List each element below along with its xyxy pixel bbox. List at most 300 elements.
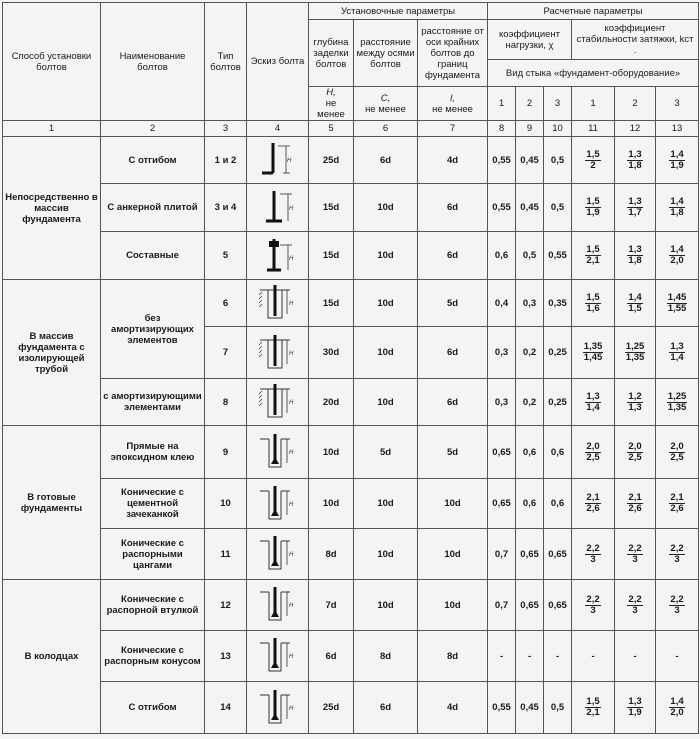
table-row xyxy=(3,580,699,631)
header-load-coef: коэффициент нагрузки, χ xyxy=(488,20,572,60)
stability-fraction xyxy=(585,493,600,514)
load-coef-1: 0,65 xyxy=(488,426,516,479)
stability-fraction xyxy=(585,150,600,171)
stab-coef-2 xyxy=(615,580,656,631)
stab-coef-2 xyxy=(615,232,656,280)
bolt-name: Конические с цементной зачеканкой xyxy=(101,479,205,529)
C-symbol: C, xyxy=(380,92,391,104)
fraction-numerator: 2,1 xyxy=(628,492,642,503)
bolt-parameters-table xyxy=(2,2,699,734)
stability-fraction xyxy=(627,595,642,616)
bolt-sketch-icon xyxy=(256,637,300,675)
stab-coef-1 xyxy=(572,232,615,280)
fraction-numerator: 1,4 xyxy=(628,291,642,303)
stability-fraction xyxy=(627,150,642,171)
fraction-denominator: 1,9 xyxy=(670,159,684,171)
load-coef-3: 0,5 xyxy=(544,184,572,232)
bolt-type: 8 xyxy=(205,379,247,426)
param-l: 5d xyxy=(418,280,488,327)
svg-text:H: H xyxy=(288,552,293,558)
bolt-sketch-icon xyxy=(256,284,300,322)
bolt-type: 12 xyxy=(205,580,247,631)
load-coef-3: 0,25 xyxy=(544,327,572,379)
stability-fraction xyxy=(669,697,684,718)
param-l: 6d xyxy=(418,379,488,426)
bolt-type: 14 xyxy=(205,682,247,734)
fraction-denominator: 2,5 xyxy=(670,451,684,463)
load-coef-3: - xyxy=(544,631,572,682)
stability-fraction xyxy=(585,595,600,616)
header-C xyxy=(354,87,418,121)
load-coef-1: 0,6 xyxy=(488,232,516,280)
param-C: 6d xyxy=(354,137,418,184)
stab-coef-1 xyxy=(572,529,615,580)
fraction-numerator: 2,2 xyxy=(586,542,600,554)
stab-coef-2 xyxy=(615,529,656,580)
stab-coef-2 xyxy=(615,137,656,184)
stab-coef-1 xyxy=(572,280,615,327)
stab-coef-1 xyxy=(572,137,615,184)
bolt-name: С отгибом xyxy=(101,682,205,734)
stability-fraction xyxy=(669,342,684,363)
param-H: 8d xyxy=(309,529,354,580)
stability-fraction xyxy=(585,544,600,565)
stability-fraction xyxy=(627,544,642,565)
fraction-numerator: 2,2 xyxy=(670,542,684,554)
param-l: 10d xyxy=(418,479,488,529)
stab-coef-3 xyxy=(656,137,699,184)
bolt-name: Составные xyxy=(101,232,205,280)
svg-text:H: H xyxy=(288,350,293,357)
fraction-numerator: 1,5 xyxy=(586,696,600,707)
fraction-denominator: 2 xyxy=(590,159,596,171)
bolt-sketch xyxy=(247,529,309,580)
fraction-denominator: 1,9 xyxy=(586,207,600,218)
header-spacing: расстояние между осями болтов xyxy=(354,20,418,87)
table-row xyxy=(3,379,699,426)
param-H: 6d xyxy=(309,631,354,682)
svg-text:H: H xyxy=(288,400,293,406)
fraction-numerator: 1,3 xyxy=(586,390,600,402)
column-number: 7 xyxy=(418,121,488,137)
stability-fraction xyxy=(585,197,600,218)
bolt-name: без амортизирующих элементов xyxy=(101,280,205,379)
param-C: 10d xyxy=(354,280,418,327)
stability-fraction xyxy=(627,245,642,266)
load-coef-3: 0,55 xyxy=(544,232,572,280)
load-coef-2: 0,6 xyxy=(516,426,544,479)
load-coef-1: 0,55 xyxy=(488,682,516,734)
header-stab-coef: коэффициент стабильности затяжки, kст . xyxy=(572,20,699,60)
load-coef-3: 0,5 xyxy=(544,137,572,184)
stab-coef-1 xyxy=(572,184,615,232)
sub-2: 2 xyxy=(516,87,544,121)
sub2-3: 3 xyxy=(656,87,699,121)
bolt-type: 13 xyxy=(205,631,247,682)
fraction-denominator: 1,5 xyxy=(628,302,642,314)
stab-coef-3 xyxy=(656,280,699,327)
param-l: 4d xyxy=(418,137,488,184)
param-l: 10d xyxy=(418,580,488,631)
param-H: 25d xyxy=(309,682,354,734)
fraction-denominator: 1,8 xyxy=(670,207,684,218)
param-C: 10d xyxy=(354,379,418,426)
fraction-numerator: 1,5 xyxy=(586,196,600,207)
bolt-type: 1 и 2 xyxy=(205,137,247,184)
fraction-numerator: 1,4 xyxy=(670,696,684,707)
fraction-numerator: 1,5 xyxy=(586,148,600,160)
param-l: 10d xyxy=(418,529,488,580)
load-coef-2: 0,45 xyxy=(516,137,544,184)
param-H: 10d xyxy=(309,426,354,479)
bolt-type: 9 xyxy=(205,426,247,479)
fraction-numerator: 2,0 xyxy=(670,440,684,452)
stab-coef-3 xyxy=(656,232,699,280)
min-note-l: не менее xyxy=(432,103,473,115)
load-coef-2: 0,5 xyxy=(516,232,544,280)
min-note-C: не менее xyxy=(365,103,406,115)
table-row xyxy=(3,682,699,734)
load-coef-2: 0,2 xyxy=(516,379,544,426)
stab-coef-2 xyxy=(615,479,656,529)
table-row xyxy=(3,529,699,580)
stability-fraction xyxy=(585,697,600,718)
bolt-type: 11 xyxy=(205,529,247,580)
stability-fraction xyxy=(585,442,600,463)
param-l: 5d xyxy=(418,426,488,479)
header-install-group: Установочные параметры xyxy=(309,3,488,20)
bolt-sketch xyxy=(247,682,309,734)
fraction-denominator: 1,3 xyxy=(628,401,642,413)
stability-fraction xyxy=(585,392,600,413)
load-coef-3: 0,6 xyxy=(544,479,572,529)
fraction-numerator: 2,0 xyxy=(628,440,642,452)
bolt-sketch-icon xyxy=(256,383,300,421)
method-cell: В колодцах xyxy=(3,580,101,734)
sub2-1: 1 xyxy=(572,87,615,121)
fraction-numerator: 1,4 xyxy=(670,196,684,207)
fraction-numerator: 1,3 xyxy=(628,148,642,160)
param-H: 15d xyxy=(309,232,354,280)
fraction-numerator: 1,25 xyxy=(625,341,645,352)
svg-text:H: H xyxy=(288,654,293,660)
load-coef-3: 0,65 xyxy=(544,529,572,580)
stability-fraction xyxy=(627,442,642,463)
load-coef-2: - xyxy=(516,631,544,682)
param-H: 20d xyxy=(309,379,354,426)
fraction-numerator: 1,35 xyxy=(583,341,603,352)
svg-text:H: H xyxy=(288,501,293,508)
fraction-denominator: 1,8 xyxy=(628,159,642,171)
table-row xyxy=(3,137,699,184)
fraction-numerator: 2,1 xyxy=(670,492,684,503)
header-edge: расстояние от оси крайних болтов до границ фундамента xyxy=(418,20,488,87)
column-number: 13 xyxy=(656,121,699,137)
load-coef-1: 0,7 xyxy=(488,580,516,631)
fraction-denominator: 3 xyxy=(674,604,680,616)
param-C: 10d xyxy=(354,327,418,379)
fraction-denominator: 3 xyxy=(590,604,596,616)
fraction-denominator: 3 xyxy=(590,553,596,565)
load-coef-1: 0,55 xyxy=(488,184,516,232)
table-row xyxy=(3,631,699,682)
stability-fraction xyxy=(669,197,684,218)
stability-fraction xyxy=(669,493,684,514)
fraction-denominator: 1,8 xyxy=(628,255,642,266)
param-C: 10d xyxy=(354,184,418,232)
param-C: 5d xyxy=(354,426,418,479)
table-row xyxy=(3,426,699,479)
fraction-denominator: 3 xyxy=(632,553,638,565)
fraction-denominator: 1,45 xyxy=(583,352,603,363)
param-C: 10d xyxy=(354,232,418,280)
bolt-type: 5 xyxy=(205,232,247,280)
bolt-sketch xyxy=(247,280,309,327)
column-number: 1 xyxy=(3,121,101,137)
fraction-denominator: 1,4 xyxy=(586,401,600,413)
param-l: 6d xyxy=(418,232,488,280)
load-coef-1: 0,3 xyxy=(488,379,516,426)
load-coef-1: 0,7 xyxy=(488,529,516,580)
bolt-sketch-icon xyxy=(256,141,300,179)
param-C: 8d xyxy=(354,631,418,682)
bolt-sketch xyxy=(247,137,309,184)
bolt-sketch xyxy=(247,184,309,232)
stability-fraction xyxy=(627,493,642,514)
column-number: 8 xyxy=(488,121,516,137)
header-method: Способ установки болтов xyxy=(3,3,101,121)
stability-fraction xyxy=(625,342,646,363)
fraction-denominator: 1,55 xyxy=(667,302,687,314)
param-H: 10d xyxy=(309,479,354,529)
fraction-denominator: 1,35 xyxy=(667,401,687,413)
stab-coef-3 xyxy=(656,426,699,479)
fraction-numerator: 1,3 xyxy=(628,244,642,255)
svg-text:H: H xyxy=(288,450,293,456)
stability-fraction xyxy=(627,392,642,413)
fraction-numerator: 1,3 xyxy=(628,196,642,207)
fraction-denominator: 2,5 xyxy=(586,451,600,463)
fraction-numerator: 2,2 xyxy=(586,593,600,605)
stab-coef-3 xyxy=(656,327,699,379)
load-coef-1: 0,4 xyxy=(488,280,516,327)
fraction-denominator: 2,6 xyxy=(586,503,600,514)
stability-fraction xyxy=(627,293,642,314)
stab-coef-1: - xyxy=(572,631,615,682)
fraction-numerator: 2,1 xyxy=(586,492,600,503)
column-number: 5 xyxy=(309,121,354,137)
bolt-sketch-icon xyxy=(256,237,300,275)
column-number: 9 xyxy=(516,121,544,137)
column-number: 3 xyxy=(205,121,247,137)
fraction-denominator: 2,5 xyxy=(628,451,642,463)
load-coef-1: 0,55 xyxy=(488,137,516,184)
fraction-numerator: 1,45 xyxy=(667,291,687,303)
load-coef-2: 0,45 xyxy=(516,682,544,734)
svg-text:H: H xyxy=(288,255,293,262)
stab-coef-1 xyxy=(572,327,615,379)
stab-coef-1 xyxy=(572,426,615,479)
param-l: 6d xyxy=(418,184,488,232)
bolt-sketch-icon xyxy=(256,535,300,573)
fraction-denominator: 1,4 xyxy=(670,352,684,363)
load-coef-1: 0,65 xyxy=(488,479,516,529)
load-coef-3: 0,25 xyxy=(544,379,572,426)
load-coef-1: 0,3 xyxy=(488,327,516,379)
bolt-type: 7 xyxy=(205,327,247,379)
column-number: 2 xyxy=(101,121,205,137)
method-cell: Непосредственно в массив фундамента xyxy=(3,137,101,280)
header-joint-type: Вид стыка «фундамент-оборудование» xyxy=(488,60,699,87)
stab-coef-2 xyxy=(615,184,656,232)
stab-coef-2 xyxy=(615,327,656,379)
param-C: 6d xyxy=(354,682,418,734)
fraction-numerator: 1,25 xyxy=(667,390,687,402)
bolt-type: 3 и 4 xyxy=(205,184,247,232)
table-row xyxy=(3,280,699,327)
load-coef-2: 0,3 xyxy=(516,280,544,327)
param-H: 30d xyxy=(309,327,354,379)
stability-fraction xyxy=(669,544,684,565)
column-number: 6 xyxy=(354,121,418,137)
fraction-numerator: 2,2 xyxy=(670,593,684,605)
fraction-numerator: 1,3 xyxy=(628,696,642,707)
svg-text:H: H xyxy=(288,205,293,212)
param-l: 8d xyxy=(418,631,488,682)
fraction-numerator: 1,2 xyxy=(628,390,642,402)
header-name: Наименование болтов xyxy=(101,3,205,121)
header-type: Тип болтов xyxy=(205,3,247,121)
stab-coef-1 xyxy=(572,682,615,734)
bolt-name: Конические с распорной втулкой xyxy=(101,580,205,631)
param-C: 10d xyxy=(354,529,418,580)
stability-fraction xyxy=(585,293,600,314)
H-symbol: H, xyxy=(326,87,336,98)
stab-coef-3 xyxy=(656,479,699,529)
stab-coef-3 xyxy=(656,682,699,734)
param-C: 10d xyxy=(354,580,418,631)
bolt-sketch xyxy=(247,479,309,529)
header-l xyxy=(418,87,488,121)
stab-coef-1 xyxy=(572,580,615,631)
sub2-2: 2 xyxy=(615,87,656,121)
stab-coef-1 xyxy=(572,479,615,529)
bolt-sketch xyxy=(247,327,309,379)
bolt-sketch-icon xyxy=(256,586,300,624)
bolt-sketch xyxy=(247,232,309,280)
fraction-denominator: 2,1 xyxy=(586,707,600,718)
fraction-denominator: 3 xyxy=(674,553,680,565)
param-H: 7d xyxy=(309,580,354,631)
header-depth: глубина заделки болтов xyxy=(309,20,354,87)
bolt-sketch xyxy=(247,580,309,631)
fraction-denominator: 1,35 xyxy=(625,352,645,363)
svg-text:H: H xyxy=(288,301,293,307)
stability-fraction xyxy=(583,342,604,363)
fraction-numerator: 1,5 xyxy=(586,244,600,255)
stability-fraction xyxy=(667,392,688,413)
table-row xyxy=(3,184,699,232)
load-coef-3: 0,5 xyxy=(544,682,572,734)
stability-fraction xyxy=(627,697,642,718)
header-H xyxy=(309,87,354,121)
svg-text:H: H xyxy=(288,705,293,712)
param-l: 6d xyxy=(418,327,488,379)
load-coef-2: 0,65 xyxy=(516,580,544,631)
bolt-name: Конические с распорным конусом xyxy=(101,631,205,682)
fraction-denominator: 2,0 xyxy=(670,255,684,266)
column-number-row xyxy=(3,121,699,137)
param-C: 10d xyxy=(354,479,418,529)
table-row xyxy=(3,479,699,529)
bolt-sketch xyxy=(247,631,309,682)
stability-fraction xyxy=(669,595,684,616)
load-coef-2: 0,2 xyxy=(516,327,544,379)
bolt-type: 10 xyxy=(205,479,247,529)
column-number: 11 xyxy=(572,121,615,137)
fraction-denominator: 1,7 xyxy=(628,207,642,218)
load-coef-2: 0,6 xyxy=(516,479,544,529)
bolt-sketch xyxy=(247,379,309,426)
svg-text:H: H xyxy=(288,603,293,609)
min-note-H: не менее xyxy=(317,98,345,120)
header-calc-group: Расчетные параметры xyxy=(488,3,699,20)
column-number: 10 xyxy=(544,121,572,137)
method-cell: В готовые фундаменты xyxy=(3,426,101,580)
load-coef-2: 0,65 xyxy=(516,529,544,580)
stab-coef-3 xyxy=(656,580,699,631)
stability-fraction xyxy=(669,150,684,171)
load-coef-3: 0,35 xyxy=(544,280,572,327)
fraction-denominator: 2,0 xyxy=(670,707,684,718)
stab-coef-2 xyxy=(615,426,656,479)
fraction-denominator: 1,6 xyxy=(586,302,600,314)
fraction-denominator: 1,9 xyxy=(628,707,642,718)
sub-1: 1 xyxy=(488,87,516,121)
header-sketch: Эскиз болта xyxy=(247,3,309,121)
stability-fraction xyxy=(669,442,684,463)
fraction-denominator: 2,6 xyxy=(670,503,684,514)
bolt-type: 6 xyxy=(205,280,247,327)
stability-fraction xyxy=(627,197,642,218)
svg-text:H: H xyxy=(286,158,291,164)
fraction-denominator: 2,1 xyxy=(586,255,600,266)
stab-coef-2: - xyxy=(615,631,656,682)
bolt-name: с амортизирующими элементами xyxy=(101,379,205,426)
param-H: 25d xyxy=(309,137,354,184)
stab-coef-3 xyxy=(656,529,699,580)
load-coef-1: - xyxy=(488,631,516,682)
bolt-sketch-icon xyxy=(256,485,300,523)
stab-coef-2 xyxy=(615,280,656,327)
load-coef-3: 0,6 xyxy=(544,426,572,479)
bolt-name: С отгибом xyxy=(101,137,205,184)
fraction-denominator: 2,6 xyxy=(628,503,642,514)
fraction-numerator: 2,2 xyxy=(628,542,642,554)
load-coef-2: 0,45 xyxy=(516,184,544,232)
bolt-sketch-icon xyxy=(256,433,300,471)
stability-fraction xyxy=(585,245,600,266)
stability-fraction xyxy=(669,245,684,266)
fraction-numerator: 1,5 xyxy=(586,291,600,303)
table-row xyxy=(3,232,699,280)
stab-coef-3: - xyxy=(656,631,699,682)
bolt-sketch-icon xyxy=(256,334,300,372)
stability-fraction xyxy=(667,293,688,314)
bolt-name: Конические с распорными цангами xyxy=(101,529,205,580)
stab-coef-3 xyxy=(656,379,699,426)
bolt-sketch xyxy=(247,426,309,479)
